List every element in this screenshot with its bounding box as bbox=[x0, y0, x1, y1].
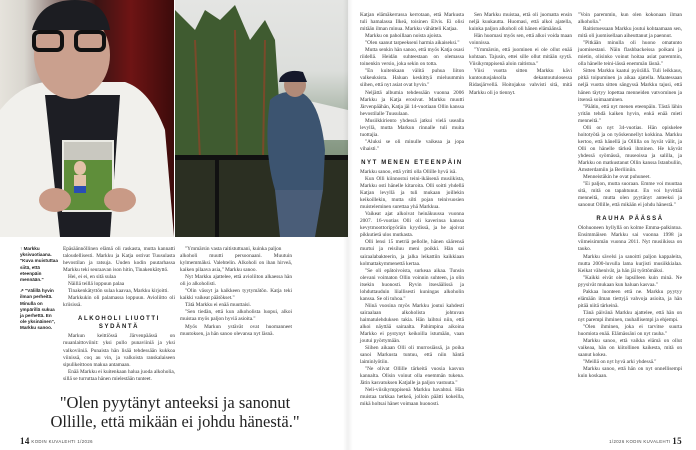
body-paragraph: "Olen saanut tarpeekseni harmia aikaiseksi." bbox=[365, 40, 460, 47]
photo-man-on-balcony bbox=[175, 0, 348, 237]
body-paragraph: Mutta senkin hän sanoo, että myös Katja osasi riidellä. Heidän suhteestaan on olemassa toinenkin versio, joka sekin on totta. bbox=[360, 47, 464, 68]
article-column-3 bbox=[360, 12, 464, 409]
body-paragraph: Neli-viisikymppisenä Markku havahtui. Hän muistaa tarkkaa hetkeä, jolloin päätti kokeilla, mikä holtsai hänet voimaan huonosti. bbox=[360, 387, 464, 408]
body-paragraph: "Meillä on nyt hyvä arki yhdessä." bbox=[583, 359, 657, 366]
body-paragraph: "Ymmärsin, että juominen ei ole ollut enää kohtaan. Tajusin, ettei sille ollut mitään syytä. Viisikymppisenä aloin raitistua." bbox=[469, 47, 572, 68]
body-paragraph: "Ymmärsin vasta raitistuttuani, kuinka paljon bbox=[185, 246, 282, 252]
footer-magazine-issue-right: 1/2026 KODIN KUVALEHTI bbox=[609, 439, 671, 444]
photo-captions bbox=[20, 246, 58, 337]
body-paragraph: Enää Markku ei kuitenkaan halua juoda alkoholia, sillä se turruttaa hänen mielestään tunteet. bbox=[63, 368, 175, 382]
page-number-left: 14 bbox=[20, 436, 30, 446]
caption-childhood-photo: ↑ Markku yksivuotiaana. "Kuva muistuttaa siitä, että eteenpäin mennään." bbox=[20, 246, 58, 283]
article-column-1 bbox=[63, 246, 175, 383]
body-paragraph: "Olin vässyt ja kaikkeen tyytymätön. Katja teki kaikki vaikeat päätökset." bbox=[180, 288, 292, 302]
body-paragraph: "Pitkään minulla oli huono omatunto juomisestani. Näin flashbackeissa poikani ja mietin, olisinko voinut hoitaa asiat paremmin, olla hänelle teini-iässä enemmän läsnä." bbox=[578, 40, 682, 68]
body-paragraph: "En kuitenkaan välitä puhua liiton valkeuksista. Haluan keskittyä mieluummin siihen, että nyt asiat ovat hyvin." bbox=[360, 68, 464, 89]
caption-balcony-photo: ↗ "Välillä hyvin ilman perheitä. Minulla on ympärillä sukua ja perhettä. En ole yksinäinen", Markku sanoo. bbox=[20, 288, 56, 331]
body-paragraph: Pakkaa luonteen että ne. Markku pyytyy elämään ilman tiettyjä vahvoja asioita, ja hän pitää niitä tärkeinä. bbox=[578, 288, 682, 309]
body-paragraph: Myös Markun ystävät ovat huomanneet muutoksen, ja hän sanoo olevansa nyt läsnä. bbox=[180, 323, 292, 337]
body-paragraph: Niinä vuosina myös Markku joutui kahdesti sairaalaan alkoholista johtuvan haimatulehduksen takia. Hän laihtui niin, että alkoi näyttää sairaalta. Pahimpina aikoina Markko ei pystynyt keikoilla istumään, vaan joutui pyörtymään. bbox=[360, 302, 464, 345]
body-paragraph: Markku sanoo, että hän on nyt onnellisempi kuin koskaan. bbox=[578, 366, 682, 380]
body-paragraph: Tätä Markku ei enää muuttaisi. bbox=[185, 302, 252, 309]
body-paragraph: Tinakenkätyttön sulaa kaavaa, Markku kirjoitti. bbox=[68, 288, 169, 295]
body-paragraph: Markku sävelsi ja sanoitti paljon kappaleita, mutta 2000-luvulla lama kurjisti musiikkialaa. Keikat vähenivät, ja hän jäi työttömäksi. bbox=[578, 253, 682, 274]
body-paragraph: "Ei paljon, mutta suoraan. Emme voi muuttaa sitä, mitä on tapahtunut. En voi hyvittää menneitä, mutta olen pyytänyt anteeksi ja sanonut Ollille, että mikään ei johdu hänestä." bbox=[578, 181, 682, 209]
body-paragraph: Sen Markku muistaa, että oli juomatta ensin neljä kuukautta. Huomasi, että alkoi ajatella, kuinka paljon alkoholi oli hänen elämäänsä. bbox=[469, 12, 572, 33]
body-paragraph: Epäsäännöllinen elämä oli raskasta, mutta kannatti taloudellisesti. Markku ja Katja ostivat Tuusulasta hevostilan ja ratsuja. Uuden kodin puutarhassa Markku teki seuraavan ison hitin, Tinakenkätyttö. bbox=[63, 246, 175, 274]
section-heading: NYT MENEN ETEENPÄIN bbox=[361, 159, 463, 166]
body-paragraph: "Kaikki eivät ole lapsilleen kuin minä. Ne pyysivät mukaan kun haluan kasvaa." bbox=[578, 274, 682, 288]
body-paragraph: "Aluksi se oli minulle vaikeaa ja jopa vihaisti." bbox=[360, 138, 464, 152]
body-paragraph: Hän huomasi myös sen, että alkoi voida maan voinnissa. bbox=[469, 33, 572, 47]
footer-left bbox=[20, 436, 93, 446]
article-column-2 bbox=[180, 246, 292, 338]
body-paragraph: Näillä teillä loppuun palaa bbox=[68, 281, 125, 288]
section-heading: ALKOHOLI LIUOTTI SYDÄNTÄ bbox=[78, 316, 160, 331]
body-paragraph: Nyt Markku ajattelee, että avioliiton alkaessa hän oli jo alkoholisti. bbox=[180, 274, 292, 288]
body-paragraph: Katjan elämäkerrassa kerrotaan, että Markusta tuli hamalassa Ilkeä, toisinen Elvis. Ei olisi mitään ilman minua. Markku vähätteli Katjaa. bbox=[360, 12, 464, 33]
body-paragraph: Menneistäkin he ovat puhuneet. bbox=[583, 174, 651, 181]
body-paragraph: "Päätin, että nyt menen eteenpäin. Tästä lähin yritän tehdä kaiken hyvin, enkä enää mieti menneitä." bbox=[578, 103, 682, 124]
portrait-illustration bbox=[0, 0, 174, 237]
body-paragraph: "Ne olivat Ollille tärkeitä vuosia kasvun kannalta. Olisin voinut olla enemmän tukena. Jätin kasvatuksen Katjalle ja paljon vastuuta." bbox=[360, 366, 464, 387]
body-paragraph: Markun keittiössä Järvenpäässä on ruuanlaittoviinit: yksi pullo punaviiniä ja yksi valkoviiniä. Punaista hän lisää tehdessään kukkoa viinissä, coq au vin, ja valkoista ranskalaiseen sipulikeittoon makua antamaan. bbox=[63, 333, 175, 368]
body-paragraph: Raitistuessaan Markku joutui kohtaamaan sen, mitä oli juomisellaan aiheuttanut ja paennut. bbox=[578, 26, 682, 40]
balcony-illustration bbox=[175, 0, 348, 237]
article-column-4 bbox=[469, 12, 572, 97]
pull-quote: "Olen pyytänyt anteeksi ja sanonut Ollille, että mikään ei johdu hänestä." bbox=[50, 393, 300, 431]
footer-magazine-issue-left: KODIN KUVALEHTI 1/2026 bbox=[31, 439, 93, 444]
body-paragraph: Markkukin oli palamassa loppuun. Avioliitto oli kriisissä. bbox=[63, 295, 175, 309]
body-paragraph: "Se oli epätoivoista, surkeaa aikaa. Tunsin olevani voimaton Ollin voinnin suhteen, ja olin itsekin huonosti. Ryvin itsesäälissä ja lohduttauduin liiallisesti kuningas alkoholin kanssa. Se oli tuhoa." bbox=[360, 267, 464, 302]
body-paragraph: Markku on pahoillaan noista ajoista. bbox=[365, 33, 443, 40]
body-paragraph: Olli on nyt 34-vuotias. Hän opiskelee hoitotyötä ja on työskennellyt kokkina. Markku kertoo, että hänellä ja Ollilla on hyvät välit, ja Olli on hänelle tärkeä ihminen. He käyvät yhdessä syömässä, museoissa ja salilla, ja Markku on matkustanut Ollin kanssa Istanbuliin, Amsterdamiin ja Berliiniin. bbox=[578, 124, 682, 174]
body-paragraph: Kun Olli kiinnostui teini-ikäisenä musiikista, Markku osti hänelle kitaroita. Olli soitti yhdellä Katjan levyllä ja tuli mukaan joillekin keikoillekin, mutta silti pojan teinivuosien muisteleminen surettaa yhä Markkua. bbox=[360, 175, 464, 211]
page-gutter bbox=[343, 0, 353, 450]
body-paragraph: "Sen tiedän, että kun alkoholista luopui, alkoi muistaa myös paljon hyviä asioita." bbox=[180, 309, 292, 323]
section-heading: RAUHA PÄÄSSÄ bbox=[596, 216, 664, 223]
body-paragraph: "Olen ihminen, joka ei tarvitse suurta huomiota enää. Elämässäni on nyt rauha." bbox=[578, 323, 682, 338]
body-paragraph: Siihen aikaan Olli oli murrosiässä, ja poika sanoi Markusta tuntuu, että niin häntä laiminlyötiin. bbox=[360, 345, 464, 366]
body-paragraph: Tänä päivänä Markku ajattelee, että hän on nyt parempi ihminen, rauhallisempi ja ehjempi. bbox=[578, 309, 682, 323]
body-paragraph: Olli lensi 15 metriä pellolle, hänen säärensä murtui ja reisiluu meni poikki. Hän sai sairaalabakteerin, ja jalka leikattiin kaikkiaan kolmattakymmenettä kertaa. bbox=[360, 239, 464, 267]
body-paragraph: Olohuoneen hyllyllä on kolme Emma-palkintoa. Ensimmäisen Markku sai vuonna 1998 ja viimeisimmän vuonna 2011. Nyt musiikissa on tauko. bbox=[578, 225, 682, 253]
page-number-right: 15 bbox=[672, 436, 682, 446]
footer-right bbox=[609, 436, 682, 446]
body-paragraph: Hei, ei ei, en sitä sulaa bbox=[68, 274, 116, 281]
body-paragraph: Neljättä albumia tehdessään vuonna 2006 Markku ja Katja erosivat. Markku muutti Järvenpäähän, Katja jäi 14-vuotiaan Ollin kanssa hevostilalle Tuusulaan. bbox=[360, 89, 464, 117]
body-paragraph: "Voin paremmin, kun olen kokonaan ilman alkoholia." bbox=[578, 12, 682, 26]
body-paragraph: Musiikkiriento yhdessä jatkui vielä usealla levyllä, mutta Markun rinnalle tuli muita tuottajia. bbox=[360, 117, 464, 138]
body-paragraph: alkoholi muutti persoonaani. Muutuin kylmemmäksi. Valehtelin. Alkoholi on ihan hirveä, kaiken pilaava asia," Markku sanoo. bbox=[180, 253, 292, 274]
body-paragraph: Sitten Markku kaatui pyörällä. Tuli leikkaus, pitkä toipuminen ja aikaa ajatella. Maatessaan neljä vuotta sitten sängyssä Markku tajusi, että hänen täytyy lopettaa menneiden vatvominen ja itsensä soimaaminen. bbox=[578, 68, 682, 103]
body-paragraph: Vaikeat ajat alkoivat heinäkuussa vuonna 2007. 16-vuotias Olli oli kaverinsa kanssa kevytmoottoripyöräin kyydissä, ja he ajoivat pikkutietä ulos mutkasta. bbox=[360, 211, 464, 239]
body-paragraph: Viisi vuotta sitten Markku kävi kuntoutusjaksolla dekantoutulosessa Ridasjärvellä. Hoitojakso vahvisti sitä, mitä Markku oli jo tiennyt. bbox=[469, 68, 572, 96]
body-paragraph: Markku sanoo, että yritti olla Ollille hyvä isä. bbox=[360, 168, 457, 175]
body-paragraph: Markku sanoo, että vaikka elämä on ollut vaikeaa, hän on kiitollinen kaikesta, mitä on saanut kokea. bbox=[578, 338, 682, 359]
photo-man-holding-childhood-photo bbox=[0, 0, 174, 237]
article-column-5 bbox=[578, 12, 682, 380]
